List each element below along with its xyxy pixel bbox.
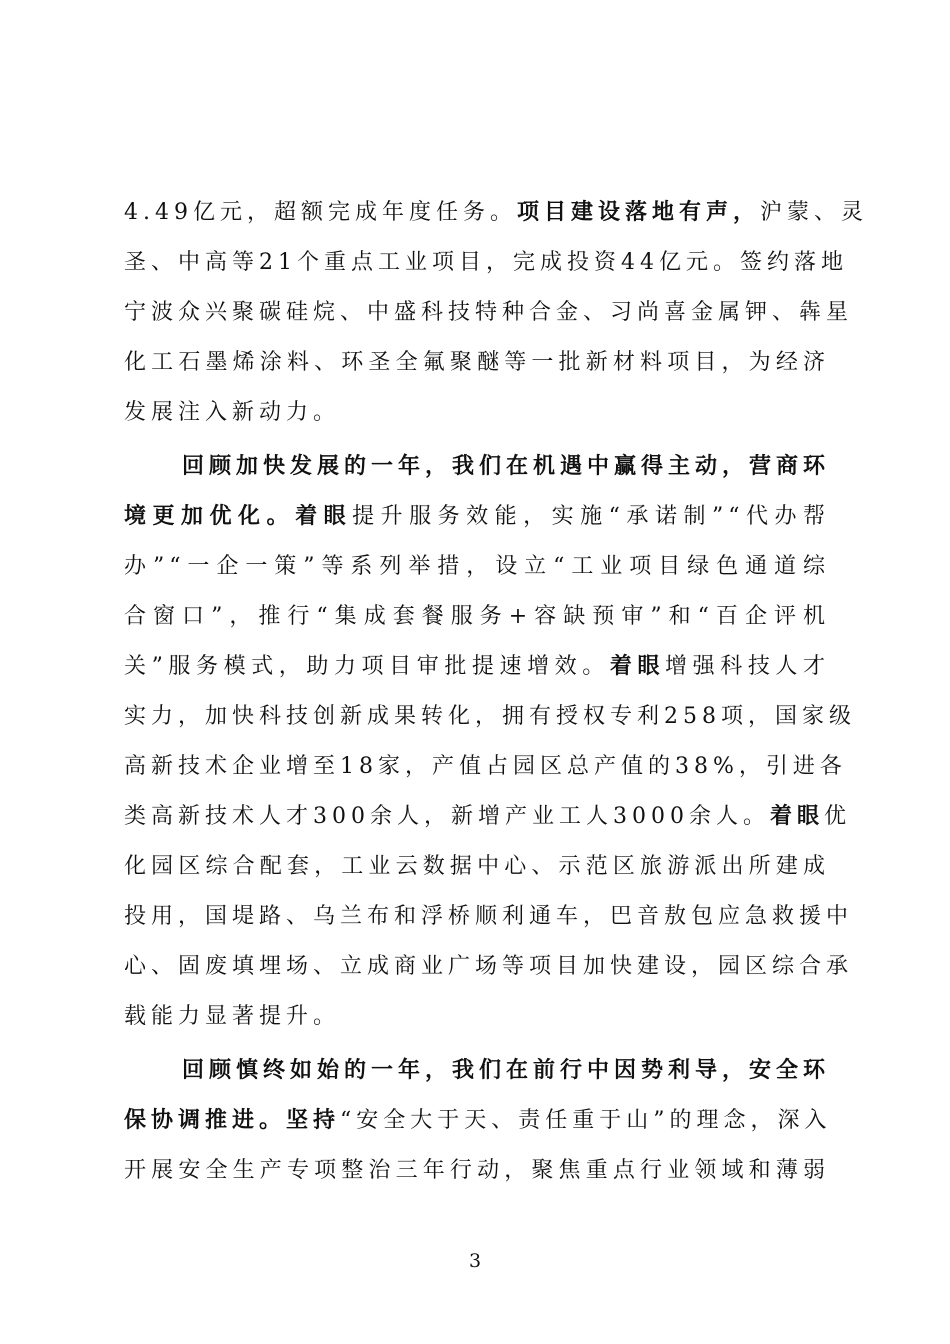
bold-text: 着眼 [769,804,824,829]
bold-text: 回顾慎终如始的一年，我们在前行中因势利导，安全环 [182,1058,831,1083]
text-line [124,597,830,637]
text-line [124,997,830,1037]
text-line [124,847,830,887]
text-segment: 载能力显著提升。 [124,1004,341,1029]
text-line [124,747,847,787]
text-line [124,243,848,283]
text-line [124,697,856,737]
text-segment: 化园区综合配套，工业云数据中心、示范区旅游派出所建成 [124,854,830,879]
text-line [124,797,852,837]
text-segment: 开展安全生产专项整治三年行动，聚焦重点行业领域和薄弱 [124,1158,830,1183]
text-segment: 发展注入新动力。 [124,400,341,425]
text-line [124,1151,830,1191]
bold-text: 保协调推进。坚持 [124,1108,341,1133]
text-line [182,1051,830,1091]
page-number: 3 [468,1250,482,1272]
text-line [124,647,830,687]
text-segment: 4.49亿元，超额完成年度任务。 [124,200,517,225]
bold-text: 着眼 [609,654,666,679]
text-segment: “安全大于天、责任重于山”的理念，深入 [340,1108,832,1133]
text-line [124,343,830,383]
text-line [124,393,830,433]
text-line [124,497,830,537]
text-line [124,1101,830,1141]
bold-text: 项目建设落地有声， [517,200,761,225]
text-line [124,947,854,987]
text-segment: 实力，加快科技创新成果转化，拥有授权专利258项，国家级 [124,704,856,729]
text-segment: 办”“一企一策”等系列举措，设立“工业项目绿色通道综 [124,554,830,579]
text-segment: 关”服务模式，助力项目审批提速增效。 [124,654,610,679]
text-line [124,193,869,233]
bold-text: 着眼 [295,504,353,529]
text-line [124,293,854,333]
text-line [124,897,854,937]
text-segment: 投用，国堤路、乌兰布和浮桥顺利通车，巴音敖包应急救援中 [124,904,854,929]
text-segment: 化工石墨烯涂料、环圣全氟聚醚等一批新材料项目，为经济 [124,350,830,375]
text-segment: 心、固废填埋场、立成商业广场等项目加快建设，园区综合承 [124,954,854,979]
text-line [182,447,830,487]
text-segment: 高新技术企业增至18家，产值占园区总产值的38%，引进各 [124,754,847,779]
text-segment: 宁波众兴聚碳硅烷、中盛科技特种合金、习尚喜金属钾、犇星 [124,300,854,325]
bold-text: 回顾加快发展的一年，我们在机遇中赢得主动，营商环 [182,454,831,479]
text-segment: 增强科技人才 [665,654,830,679]
bold-text: 境更加优化。 [124,504,296,529]
text-segment: 类高新技术人才300余人，新增产业工人3000余人。 [124,804,770,829]
text-line [124,547,830,587]
text-segment: 圣、中高等21个重点工业项目，完成投资44亿元。签约落地 [124,250,848,275]
text-segment: 优 [824,804,852,829]
text-segment: 提升服务效能，实施“承诺制”“代办帮 [352,504,830,529]
text-segment: 沪蒙、灵 [760,200,869,225]
text-segment: 合窗口”，推行“集成套餐服务+容缺预审”和“百企评机 [124,604,830,629]
